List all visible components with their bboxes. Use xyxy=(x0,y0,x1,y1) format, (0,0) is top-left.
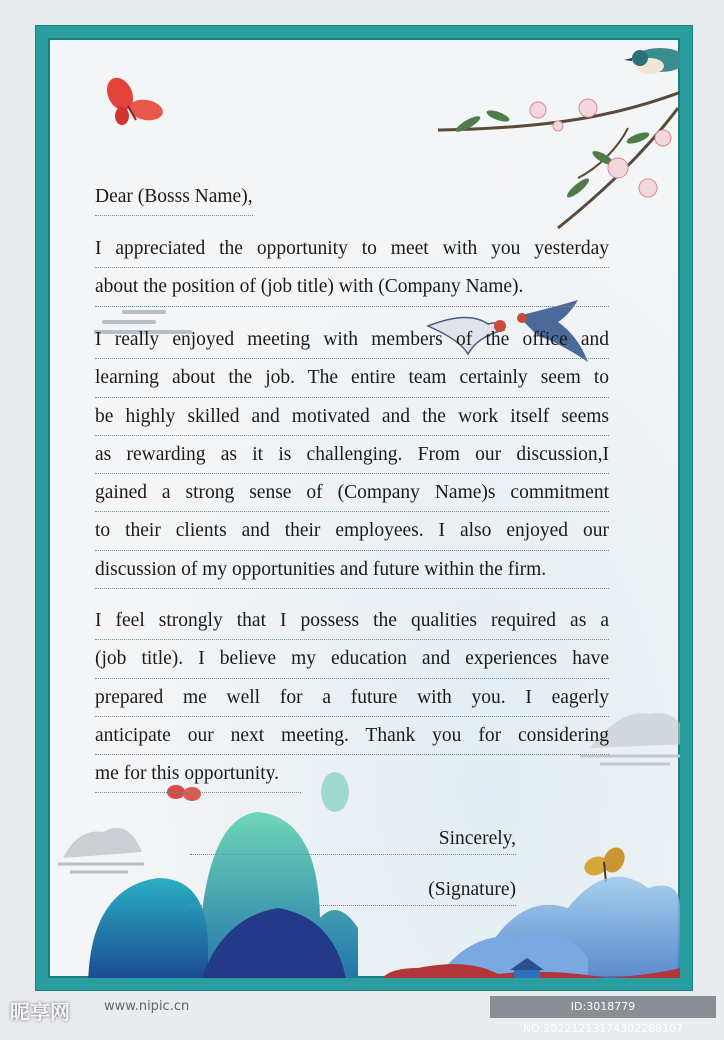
paragraph-3 xyxy=(95,602,609,793)
p2-line-1: I really enjoyed meeting with members of the office and xyxy=(95,321,609,359)
watermark-site: www.nipic.cn xyxy=(104,999,190,1014)
p2-line-2: learning about the job. The entire team certainly seem to xyxy=(95,359,609,397)
p1-line-1: I appreciated the opportunity to meet with you yesterday xyxy=(95,230,609,268)
letter-frame xyxy=(36,26,692,990)
p3-line-3: prepared me well for a future with you. I eagerly xyxy=(95,679,609,717)
p2-line-7: discussion of my opportunities and future within the firm. xyxy=(95,551,609,589)
p2-line-5: gained a strong sense of (Company Name)s commitment xyxy=(95,474,609,512)
watermark-logo: 昵享网 xyxy=(10,1000,70,1024)
p1-line-2: about the position of (job title) with (Company Name). xyxy=(95,268,609,306)
paragraph-1 xyxy=(95,230,609,307)
watermark-footer xyxy=(0,994,724,1035)
p3-line-4: anticipate our next meeting. Thank you for considering xyxy=(95,717,609,755)
p2-line-6: to their clients and their employees. I also enjoyed our xyxy=(95,512,609,550)
image-id-badge: ID:3018779 NO:20221213174302288107 xyxy=(490,996,716,1018)
red-butterfly-icon xyxy=(100,76,170,132)
p2-line-4: as rewarding as it is challenging. From our discussion,I xyxy=(95,436,609,474)
blossom-branch-icon xyxy=(428,38,692,258)
paragraph-2 xyxy=(95,321,609,589)
closing: Sincerely, xyxy=(190,824,516,855)
signature: (Signature) xyxy=(190,875,516,906)
p3-line-1: I feel strongly that I possess the qualities required as a xyxy=(95,602,609,640)
p3-line-5: me for this opportunity. xyxy=(95,755,301,793)
salutation-text: Dear (Bosss Name), xyxy=(95,178,253,216)
p2-line-3: be highly skilled and motivated and the work itself seems xyxy=(95,398,609,436)
salutation xyxy=(95,178,253,216)
p3-line-2: (job title). I believe my education and experiences have xyxy=(95,640,609,678)
